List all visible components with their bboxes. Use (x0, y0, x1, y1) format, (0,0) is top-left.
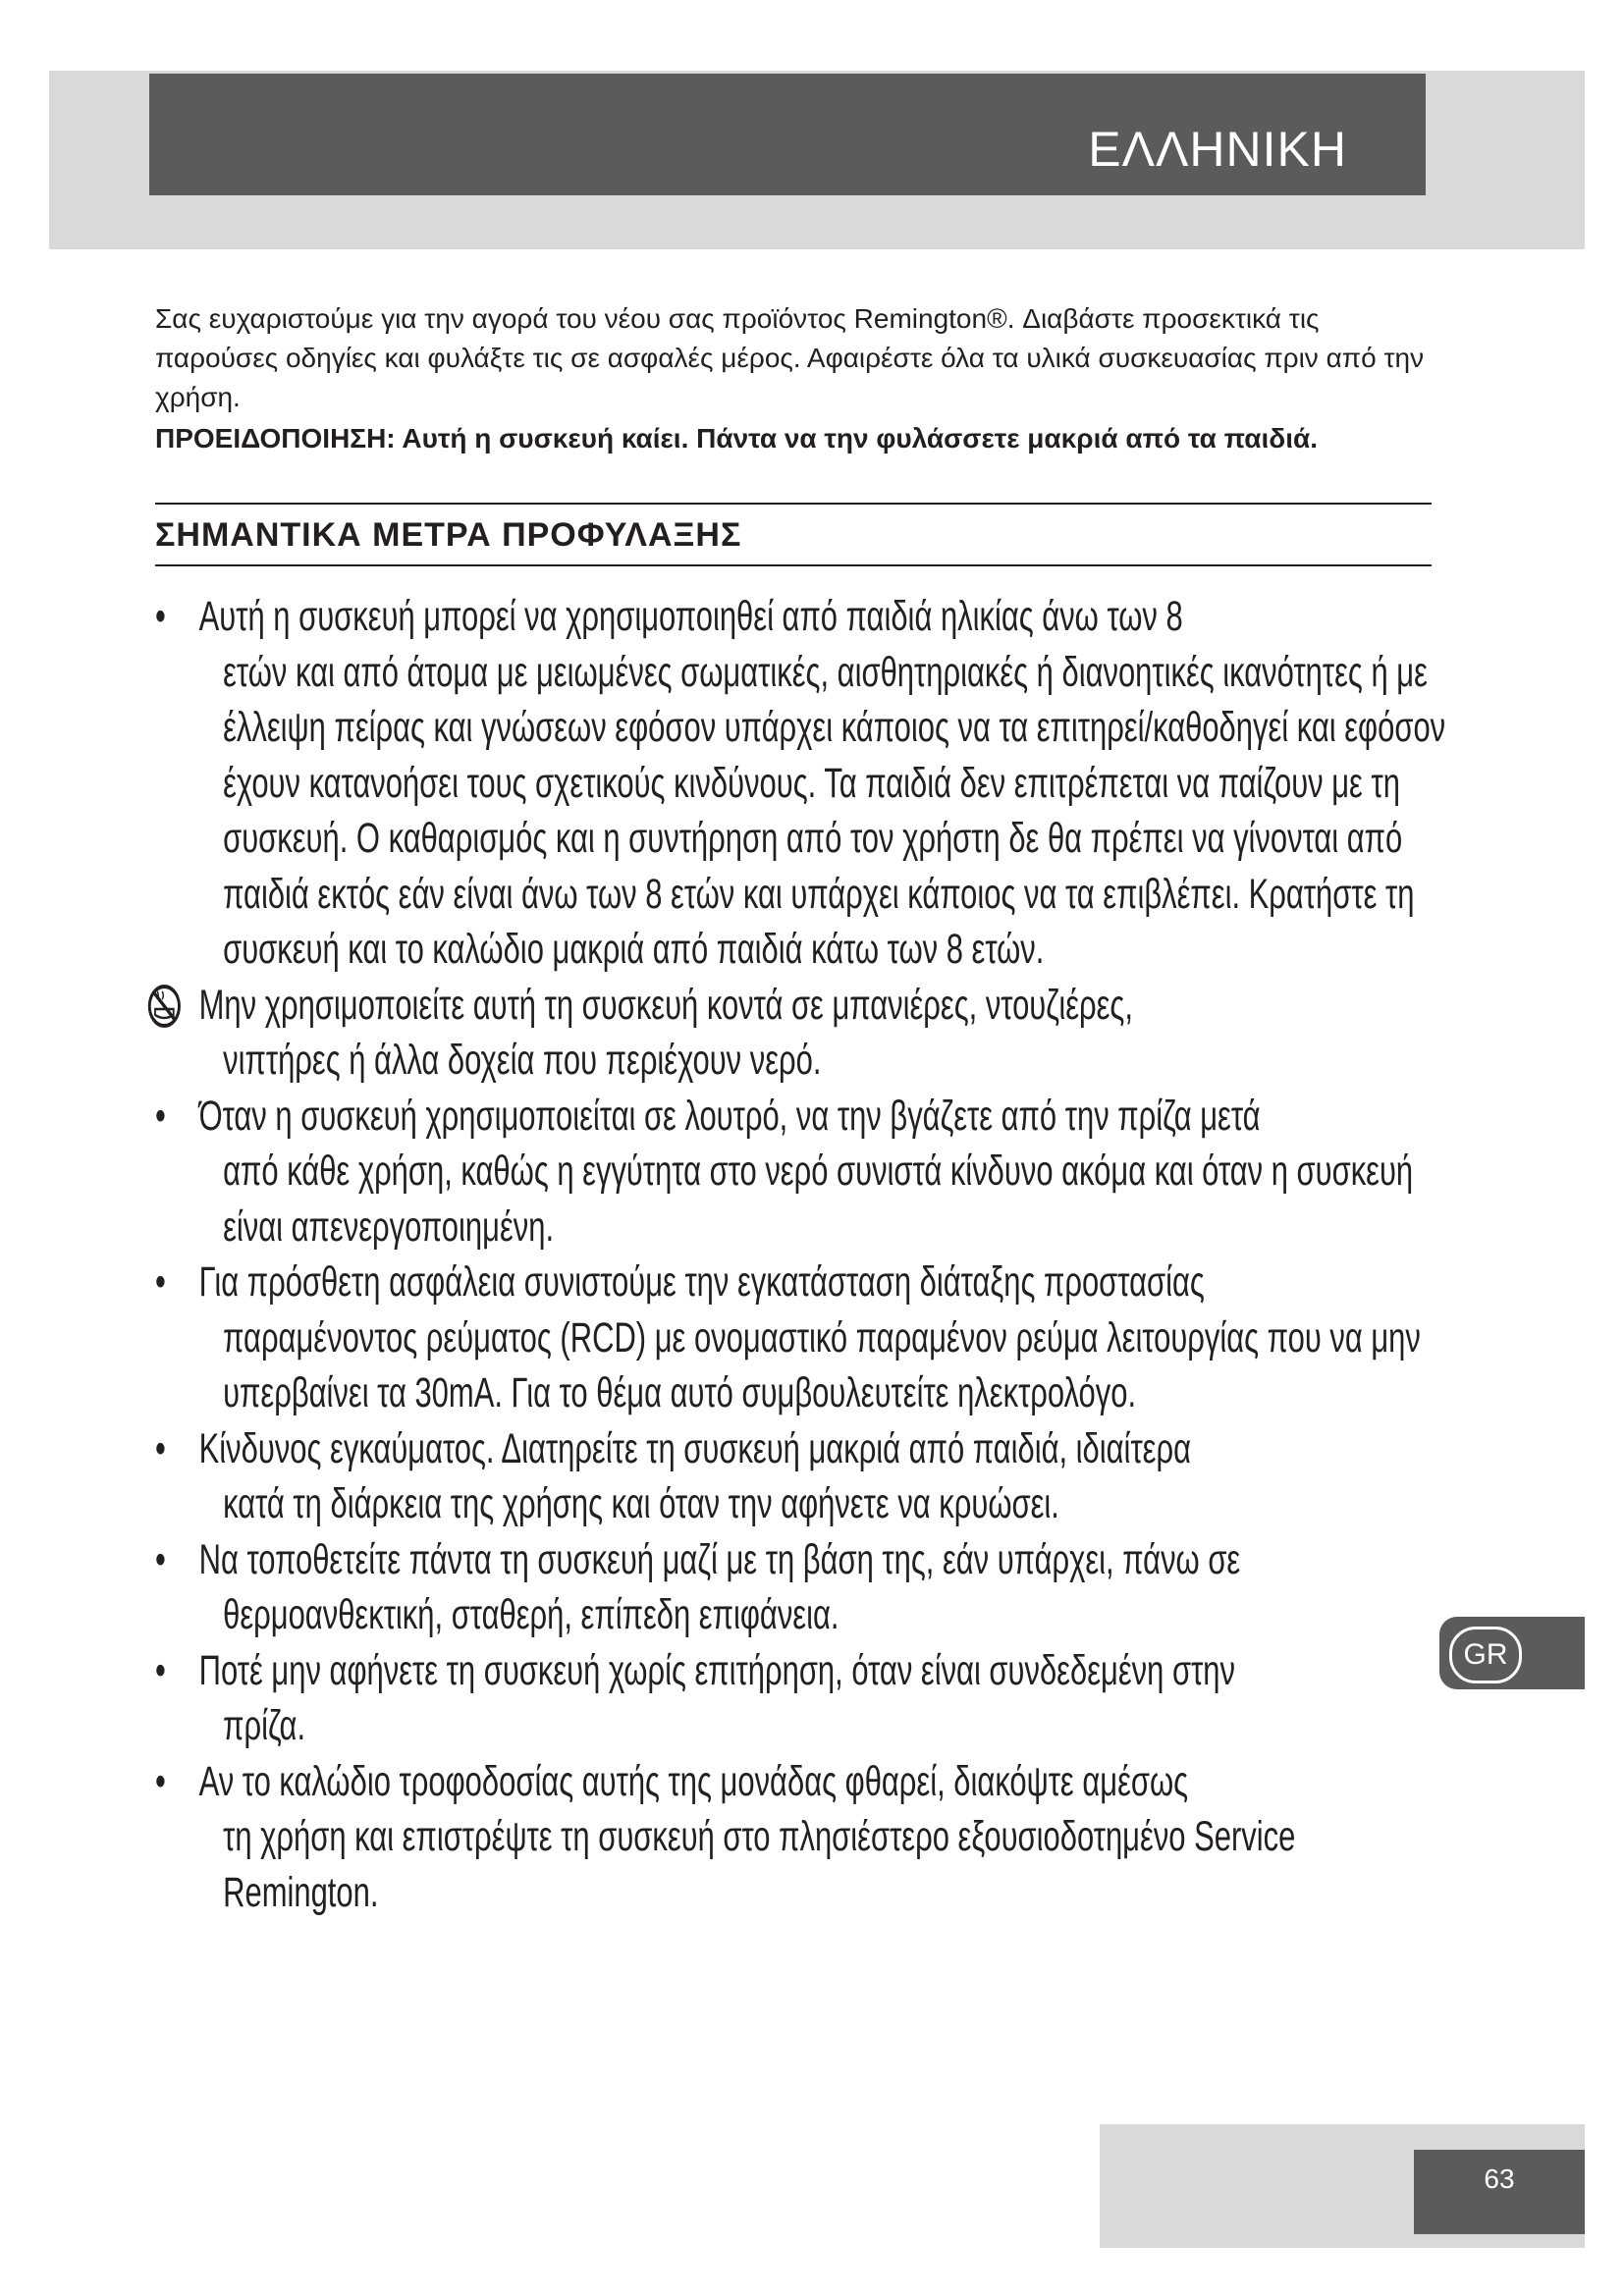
language-badge-label: GR (1449, 1627, 1522, 1683)
item-continuation: θερμοανθεκτική, σταθερή, επίπεδη επιφάνεια. (223, 1591, 839, 1638)
item-first-line: Αυτή η συσκευή μπορεί να χρησιμοποιηθεί από παιδιά ηλικίας άνω των 8 (198, 593, 1183, 640)
list-item (155, 1643, 1451, 1754)
item-first-line: Να τοποθετείτε πάντα τη συσκευή μαζί με τη βάση της, εάν υπάρχει, πάνω σε (198, 1535, 1241, 1583)
list-item (155, 1255, 1451, 1421)
bullet-icon: • (155, 1646, 166, 1694)
list-item (155, 1532, 1451, 1643)
list-item (155, 1421, 1451, 1532)
no-bath-icon (146, 984, 188, 1029)
item-continuation: κατά τη διάρκεια της χρήσης και όταν την αφήνετε να κρυώσει. (223, 1480, 1059, 1527)
item-continuation: τη χρήση και επιστρέψτε τη συσκευή στο πλησιέστερο εξουσιοδοτημένο Service Remington. (223, 1813, 1296, 1916)
bullet-icon: • (155, 593, 166, 640)
language-badge (1439, 1617, 1585, 1689)
page-number-bar (1414, 2150, 1585, 2234)
bullet-icon: • (155, 1092, 166, 1140)
item-continuation: παραμένοντος ρεύματος (RCD) με ονομαστικό παραμένον ρεύμα λειτουργίας που να μην υπερβαίνει τα 30mA. Για το θέμα αυτό συμβουλευτείτε ηλεκτρολόγο. (223, 1313, 1421, 1416)
list-item (155, 1089, 1451, 1255)
safety-list (155, 589, 1451, 1920)
item-continuation: από κάθε χρήση, καθώς η εγγύτητα στο νερό συνιστά κίνδυνο ακόμα και όταν η συσκευή είναι απενεργοποιημένη. (223, 1148, 1414, 1251)
list-item (155, 1754, 1451, 1921)
intro-text (155, 299, 1432, 458)
bullet-icon: • (155, 1258, 166, 1306)
section-heading: ΣΗΜΑΝΤΙΚΑ ΜΕΤΡΑ ΠΡΟΦΥΛΑΞΗΣ (155, 516, 742, 554)
item-first-line: Κίνδυνος εγκαύματος. Διατηρείτε τη συσκευή μακριά από παιδιά, ιδιαίτερα (198, 1424, 1191, 1472)
language-header-bar (149, 74, 1426, 195)
item-first-line: Μην χρησιμοποιείτε αυτή τη συσκευή κοντά σε μπανιέρες, ντουζιέρες, (198, 981, 1133, 1029)
language-title: ΕΛΛΗΝΙΚΗ (1088, 122, 1347, 177)
item-first-line: Για πρόσθετη ασφάλεια συνιστούμε την εγκατάσταση διάταξης προστασίας (198, 1258, 1205, 1306)
heading-bottom-rule (155, 564, 1432, 566)
item-continuation: πρίζα. (223, 1702, 306, 1749)
item-first-line: Ποτέ μην αφήνετε τη συσκευή χωρίς επιτήρηση, όταν είναι συνδεδεμένη στην (198, 1646, 1236, 1694)
item-continuation: νιπτήρες ή άλλα δοχεία που περιέχουν νερό. (223, 1037, 822, 1084)
bullet-icon: • (155, 1535, 166, 1583)
page-number: 63 (1484, 2163, 1515, 2194)
item-first-line: Όταν η συσκευή χρησιμοποιείται σε λουτρό, να την βγάζετε από την πρίζα μετά (198, 1092, 1261, 1140)
heading-top-rule (155, 503, 1432, 505)
item-continuation: ετών και από άτομα με μειωμένες σωματικές, αισθητηριακές ή διανοητικές ικανότητες ή με έλλειψη πείρας και γνώσεων εφόσον υπάρχει κάποιος να τα επιτηρεί/καθοδηγεί και εφόσον έχουν κατανοήσει τους σχετικούς κινδύνους. Τα παιδιά δεν επιτρέπεται να παίζουν με τη συσκευή. Ο καθαρισμός και η συντήρηση από τον χρήστη δε θα πρέπει να γίνονται από παιδιά εκτός εάν είναι άνω των 8 ετών και υπάρχει κάποιος να τα επιβλέπει. Κρατήστε τη συσκευή και το καλώδιο μακριά από παιδιά κάτω των 8 ετών. (223, 648, 1446, 973)
bullet-icon: • (155, 1424, 166, 1472)
list-item (155, 589, 1451, 978)
intro-paragraph: Σας ευχαριστούμε για την αγορά του νέου σας προϊόντος Remington®. Διαβάστε προσεκτικά τις παρούσες οδηγίες και φυλάξτε τις σε ασφαλές μέρος. Αφαιρέστε όλα τα υλικά συσκευασίας πριν από την χρήση. (155, 303, 1425, 412)
list-item (155, 978, 1451, 1089)
bullet-icon: • (155, 1757, 166, 1805)
warning-text: ΠΡΟΕΙΔΟΠΟΙΗΣΗ: Αυτή η συσκευή καίει. Πάντα να την φυλάσσετε μακριά από τα παιδιά. (155, 423, 1318, 454)
item-first-line: Αν το καλώδιο τροφοδοσίας αυτής της μονάδας φθαρεί, διακόψτε αμέσως (198, 1757, 1189, 1805)
